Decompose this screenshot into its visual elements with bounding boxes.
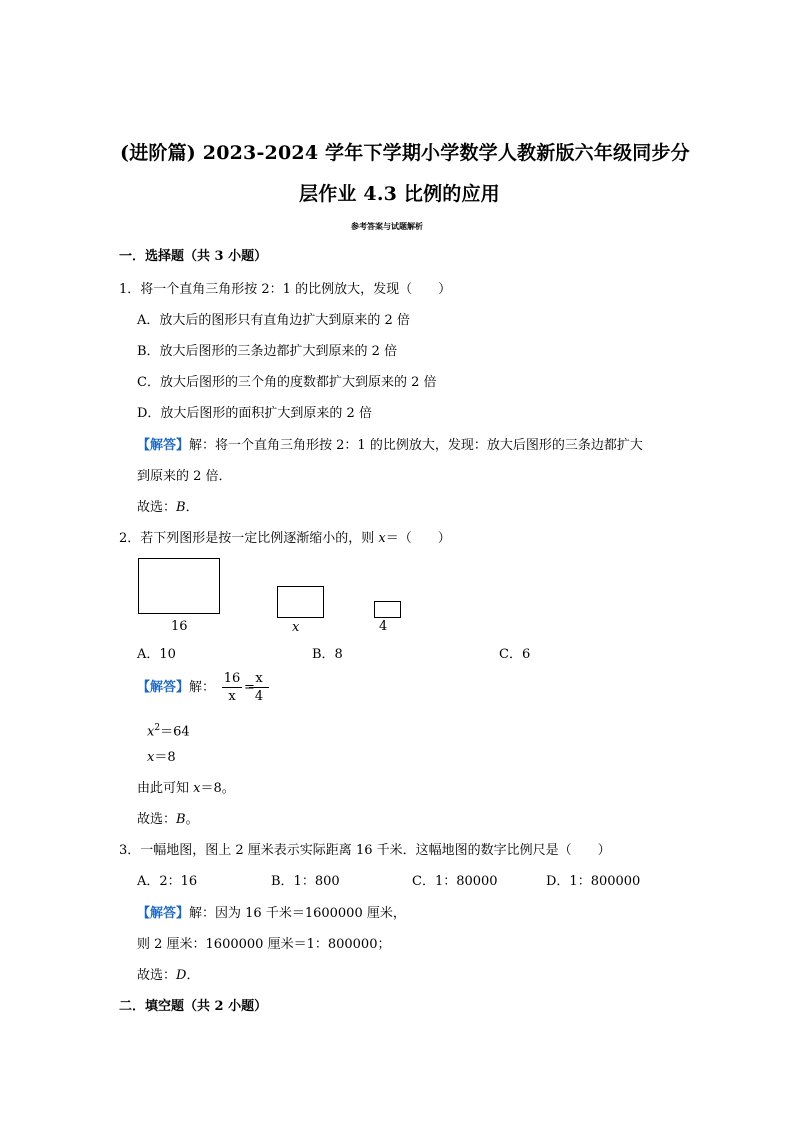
fraction-right-denominator: 4: [254, 689, 264, 704]
answer-prefix: 解：: [189, 680, 216, 695]
question-3-option-b: B．1：800: [271, 874, 340, 889]
fraction-right-numerator: x: [255, 671, 263, 686]
answer-tag: 【解答】: [137, 680, 190, 695]
rectangle-large: [138, 558, 220, 614]
question-2-conclusion: [137, 812, 199, 828]
step-variable: x: [147, 750, 155, 765]
question-3-conclusion: [137, 968, 199, 984]
page-subtitle: 参考答案与试题解析: [351, 221, 423, 231]
rectangle-small: [374, 601, 401, 618]
fraction-equals: =: [244, 680, 255, 695]
fraction-bar: [249, 687, 269, 688]
question-2-option-b: B．8: [312, 647, 343, 662]
step-rest: ＝8: [154, 750, 176, 765]
question-2-step1: [147, 720, 190, 740]
fraction-left: [222, 671, 242, 704]
section-heading-fill-in: 二．填空题（共 2 小题）: [119, 999, 268, 1014]
step-prefix: 由此可知: [137, 781, 194, 796]
fraction-bar: [222, 687, 242, 688]
question-3-option-c: C．1：80000: [412, 874, 498, 889]
step-variable: x: [147, 724, 155, 740]
question-1-answer-line2: 到原来的 2 倍．: [137, 469, 232, 484]
step-rest: ＝64: [160, 724, 190, 740]
page-title-line1: (进阶篇) 2023-2024 学年下学期小学数学人教新版六年级同步分: [120, 142, 690, 164]
question-1-option-c: C．放大后图形的三个角的度数都扩大到原来的 2 倍: [137, 375, 437, 390]
question-1-option-b: B．放大后图形的三条边都扩大到原来的 2 倍: [137, 344, 398, 359]
question-1-stem: 1．将一个直角三角形按 2：1 的比例放大，发现（ ）: [119, 282, 452, 297]
stem-suffix: ＝（ ）: [385, 531, 451, 546]
question-1-conclusion: [137, 500, 199, 516]
question-2-step3: [137, 781, 235, 797]
question-3-option-a: A．2：16: [137, 874, 198, 889]
question-2-option-c: C．6: [499, 647, 531, 662]
question-2-step2: [147, 750, 176, 766]
fraction-left-numerator: 16: [223, 671, 241, 686]
question-3-option-d: D．1：800000: [546, 874, 641, 889]
fraction-left-denominator: x: [228, 689, 236, 704]
conclusion-value: B: [176, 500, 186, 515]
question-3-stem: 3．一幅地图，图上 2 厘米表示实际距离 16 千米．这幅地图的数字比例尺是（ ）: [119, 843, 611, 858]
step-rest: ＝8。: [200, 781, 235, 796]
conclusion-suffix: ．: [186, 968, 200, 983]
conclusion-suffix: ．: [185, 500, 199, 515]
answer-tag: 【解答】: [137, 438, 190, 453]
answer-tag: 【解答】: [137, 906, 190, 921]
page-title-line2: 层作业 4.3 比例的应用: [299, 183, 500, 205]
question-3-answer-line2: 则 2 厘米：1600000 厘米＝1：800000；: [137, 937, 391, 952]
conclusion-prefix: 故选：: [137, 968, 177, 983]
rectangle-medium: [277, 586, 324, 618]
question-1-option-d: D．放大后图形的面积扩大到原来的 2 倍: [137, 406, 372, 421]
conclusion-prefix: 故选：: [137, 812, 177, 827]
section-heading-choice: 一．选择题（共 3 小题）: [119, 249, 268, 264]
question-3-answer-line1: [137, 906, 406, 922]
conclusion-prefix: 故选：: [137, 500, 177, 515]
conclusion-value: B: [176, 812, 186, 827]
conclusion-suffix: 。: [185, 812, 199, 827]
question-1-option-a: A．放大后的图形只有直角边扩大到原来的 2 倍: [137, 313, 410, 328]
rectangle-small-label: 4: [379, 619, 388, 634]
conclusion-value: D: [176, 968, 187, 983]
question-2-option-a: A．10: [137, 647, 176, 662]
question-2-answer-head: [137, 680, 215, 696]
answer-text: 解：因为 16 千米＝1600000 厘米，: [189, 906, 406, 921]
step-exponent: 2: [154, 723, 161, 733]
fraction-right: [249, 671, 269, 704]
question-1-answer-line1: [137, 438, 643, 454]
rectangle-large-label: 16: [171, 619, 188, 634]
rectangle-medium-label: x: [292, 620, 300, 635]
question-2-stem: [119, 531, 451, 547]
stem-prefix: 2．若下列图形是按一定比例逐渐缩小的，则: [119, 531, 379, 546]
step-variable: x: [193, 781, 201, 796]
stem-variable: x: [378, 531, 386, 546]
answer-text: 解：将一个直角三角形按 2：1 的比例放大，发现：放大后图形的三条边都扩大: [189, 438, 643, 453]
